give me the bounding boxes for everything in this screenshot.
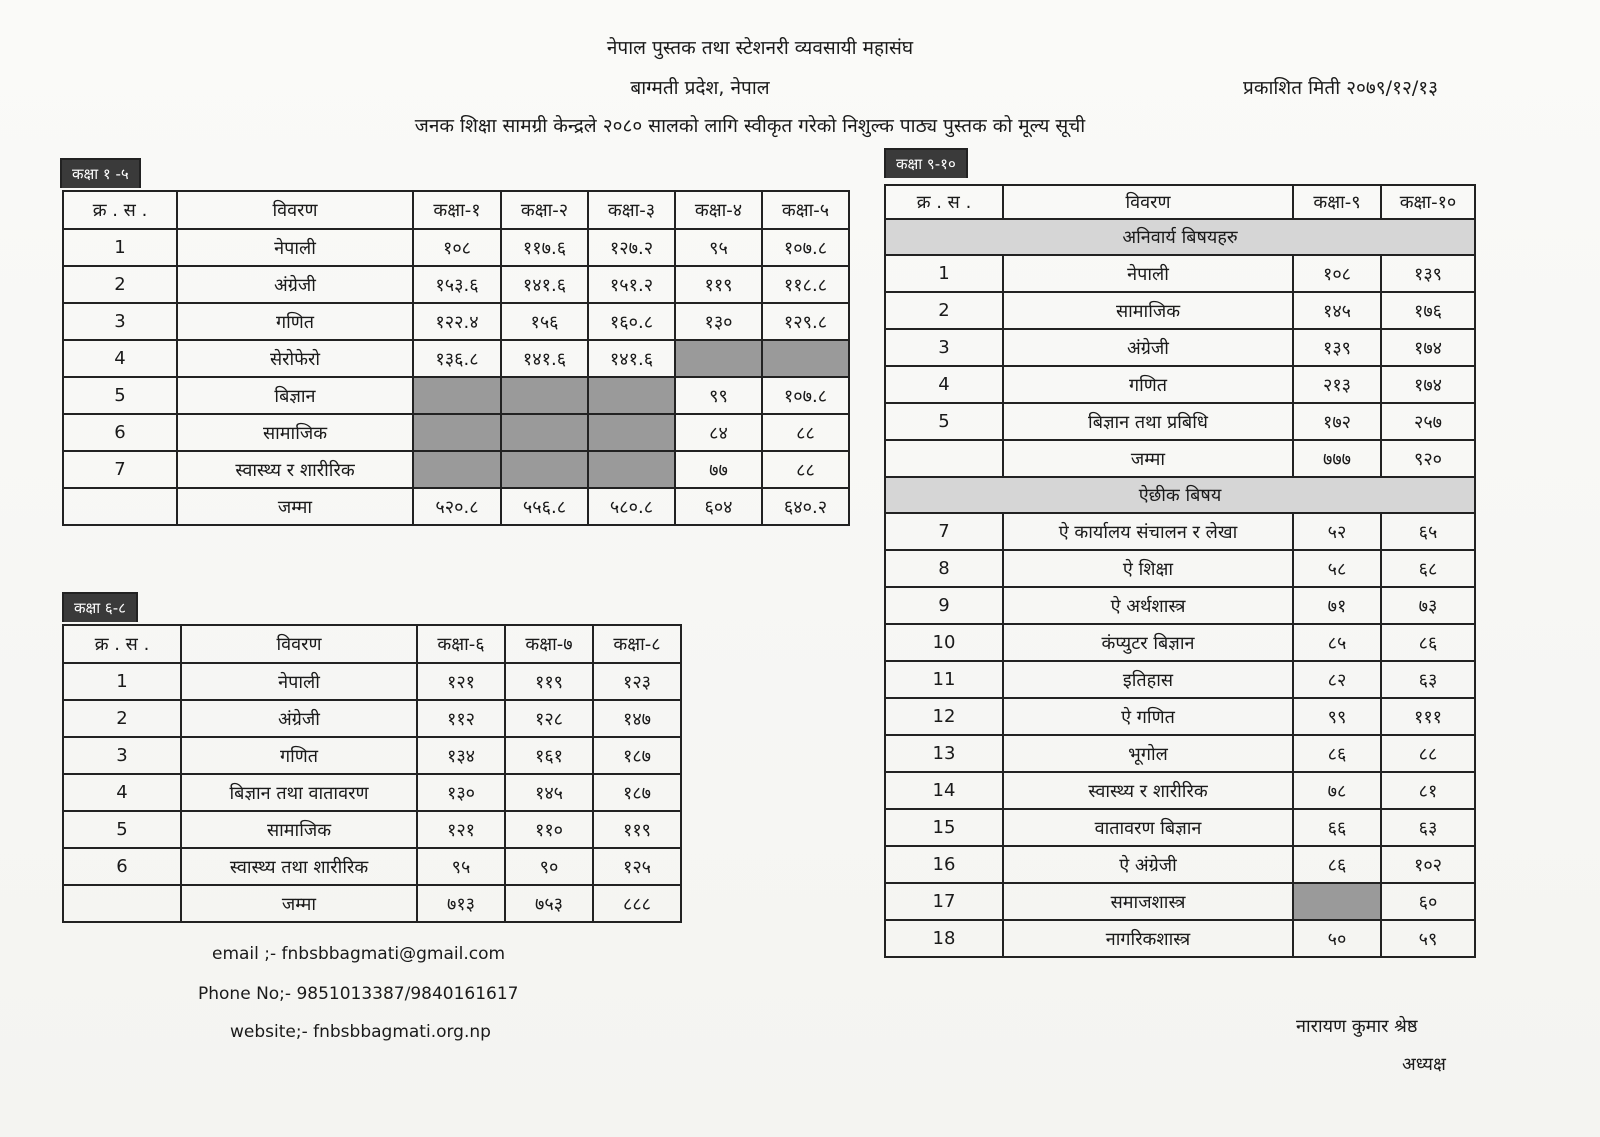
column-header: क्र . स . [63, 625, 181, 663]
serial-cell: 15 [885, 809, 1003, 846]
price-cell [588, 451, 675, 488]
price-cell: २१३ [1293, 366, 1381, 403]
table-row [63, 266, 849, 303]
table-row [63, 737, 681, 774]
price-cell: १२२.४ [413, 303, 501, 340]
price-cell: ५८ [1293, 550, 1381, 587]
subject-cell: अंग्रेजी [177, 266, 413, 303]
serial-cell: 3 [885, 329, 1003, 366]
price-cell: ९९ [675, 377, 762, 414]
price-cell [413, 414, 501, 451]
price-cell: १५६ [501, 303, 588, 340]
price-cell: ११२ [417, 700, 505, 737]
subject-cell: अंग्रेजी [181, 700, 417, 737]
column-header: कक्षा-१ [413, 191, 501, 229]
signatory-name: नारायण कुमार श्रेष्ठ [1296, 1016, 1418, 1037]
price-cell: १४१.६ [501, 266, 588, 303]
price-cell [762, 340, 849, 377]
serial-cell: 2 [63, 700, 181, 737]
table-row [63, 229, 849, 266]
price-cell: १०७.८ [762, 377, 849, 414]
signatory-title: अध्यक्ष [1402, 1054, 1446, 1075]
price-cell: १७२ [1293, 403, 1381, 440]
column-header: कक्षा-२ [501, 191, 588, 229]
serial-cell: 6 [63, 848, 181, 885]
price-cell: ९५ [675, 229, 762, 266]
serial-cell: 4 [63, 774, 181, 811]
price-cell [501, 414, 588, 451]
published-date: प्रकाशित मिती २०७९/१२/१३ [1243, 77, 1438, 99]
price-cell: ८८ [1381, 735, 1475, 772]
subject-cell: सामाजिक [181, 811, 417, 848]
price-cell [413, 451, 501, 488]
serial-cell: 11 [885, 661, 1003, 698]
table-row [63, 848, 681, 885]
table-row [885, 735, 1475, 772]
subject-cell: नागरिकशास्त्र [1003, 920, 1293, 957]
table-row [63, 663, 681, 700]
table-row [885, 329, 1475, 366]
price-cell: ७३ [1381, 587, 1475, 624]
price-cell: १२८ [505, 700, 593, 737]
serial-cell [63, 885, 181, 922]
price-cell: ८८ [762, 451, 849, 488]
subject-cell: स्वास्थ्य र शारीरिक [177, 451, 413, 488]
price-cell [501, 451, 588, 488]
price-cell: ८५ [1293, 624, 1381, 661]
subject-cell: जम्मा [1003, 440, 1293, 477]
price-cell [588, 414, 675, 451]
column-header: कक्षा-४ [675, 191, 762, 229]
price-cell: ६५ [1381, 513, 1475, 550]
price-cell: ११० [505, 811, 593, 848]
table-row [885, 809, 1475, 846]
column-header: विवरण [1003, 185, 1293, 219]
serial-cell: 1 [885, 255, 1003, 292]
table-row [885, 366, 1475, 403]
serial-cell: 1 [63, 663, 181, 700]
price-cell: १३९ [1381, 255, 1475, 292]
table-row [885, 698, 1475, 735]
serial-cell: 2 [885, 292, 1003, 329]
price-cell: ७५३ [505, 885, 593, 922]
serial-cell: 16 [885, 846, 1003, 883]
header-row [63, 191, 849, 229]
subject-cell: सामाजिक [177, 414, 413, 451]
subject-cell: ऐ शिक्षा [1003, 550, 1293, 587]
column-header: कक्षा-३ [588, 191, 675, 229]
column-header: कक्षा-६ [417, 625, 505, 663]
price-cell: १४५ [505, 774, 593, 811]
total-row [63, 488, 849, 525]
price-cell: ८८ [762, 414, 849, 451]
serial-cell: 2 [63, 266, 177, 303]
price-cell: ७१ [1293, 587, 1381, 624]
price-cell: १८७ [593, 737, 681, 774]
section-optional [885, 477, 1475, 513]
price-cell: १३९ [1293, 329, 1381, 366]
price-cell: ७८ [1293, 772, 1381, 809]
serial-cell [885, 440, 1003, 477]
serial-cell: 7 [885, 513, 1003, 550]
price-cell: ११९ [593, 811, 681, 848]
price-cell: १८७ [593, 774, 681, 811]
subject-cell: भूगोल [1003, 735, 1293, 772]
table-row [885, 624, 1475, 661]
table-row [885, 255, 1475, 292]
subject-cell: बिज्ञान तथा वातावरण [181, 774, 417, 811]
subject-cell: ऐ अर्थशास्त्र [1003, 587, 1293, 624]
contact-phone: Phone No;- 9851013387/9840161617 [198, 984, 519, 1004]
price-cell: ६३ [1381, 809, 1475, 846]
subject-cell: नेपाली [181, 663, 417, 700]
price-cell: १७४ [1381, 366, 1475, 403]
price-cell: १४५ [1293, 292, 1381, 329]
column-header: कक्षा-१० [1381, 185, 1475, 219]
price-cell: ६०४ [675, 488, 762, 525]
price-cell: ११८.८ [762, 266, 849, 303]
price-cell: ११९ [675, 266, 762, 303]
serial-cell: 5 [63, 377, 177, 414]
subject-cell: ऐ अंग्रेजी [1003, 846, 1293, 883]
price-cell: १६०.८ [588, 303, 675, 340]
subject-cell: नेपाली [177, 229, 413, 266]
serial-cell: 9 [885, 587, 1003, 624]
price-cell: १७४ [1381, 329, 1475, 366]
price-cell [588, 377, 675, 414]
tab-grade-1-5: कक्षा १ -५ [60, 158, 141, 188]
serial-cell: 4 [63, 340, 177, 377]
total-row [885, 440, 1475, 477]
price-cell: १६१ [505, 737, 593, 774]
subject-cell: समाजशास्त्र [1003, 883, 1293, 920]
subject-cell: गणित [1003, 366, 1293, 403]
price-cell: १२१ [417, 811, 505, 848]
table-row [63, 774, 681, 811]
price-cell: ८१ [1381, 772, 1475, 809]
price-cell: १३० [417, 774, 505, 811]
price-cell: ५२०.८ [413, 488, 501, 525]
price-cell: ८२ [1293, 661, 1381, 698]
subject-cell: स्वास्थ्य तथा शारीरिक [181, 848, 417, 885]
subject-cell: सेरोफेरो [177, 340, 413, 377]
subject-cell: सामाजिक [1003, 292, 1293, 329]
subject-cell: बिज्ञान [177, 377, 413, 414]
price-cell: ११७.६ [501, 229, 588, 266]
price-cell: १२३ [593, 663, 681, 700]
table-row [885, 846, 1475, 883]
table-grade-1-5 [62, 190, 850, 526]
column-header: विवरण [177, 191, 413, 229]
price-cell: १२७.२ [588, 229, 675, 266]
section-heading: ऐछीक बिषय [885, 477, 1475, 513]
section-heading: अनिवार्य बिषयहरु [885, 219, 1475, 255]
tab-grade-9-10: कक्षा ९-१० [884, 148, 968, 178]
serial-cell: 14 [885, 772, 1003, 809]
subject-cell: वातावरण बिज्ञान [1003, 809, 1293, 846]
price-cell [675, 340, 762, 377]
serial-cell: 1 [63, 229, 177, 266]
table-row [885, 513, 1475, 550]
price-cell: ८६ [1381, 624, 1475, 661]
subject-cell: ऐ कार्यालय संचालन र लेखा [1003, 513, 1293, 550]
price-cell: ५२ [1293, 513, 1381, 550]
table-row [885, 883, 1475, 920]
price-cell: ८८८ [593, 885, 681, 922]
subject-cell: गणित [177, 303, 413, 340]
price-cell: ९० [505, 848, 593, 885]
subject-cell: इतिहास [1003, 661, 1293, 698]
price-cell: ५५६.८ [501, 488, 588, 525]
subject-cell: बिज्ञान तथा प्रबिधि [1003, 403, 1293, 440]
serial-cell: 6 [63, 414, 177, 451]
table-grade-6-8 [62, 624, 682, 923]
price-cell: २५७ [1381, 403, 1475, 440]
column-header: कक्षा-९ [1293, 185, 1381, 219]
price-cell [501, 377, 588, 414]
price-cell: ६० [1381, 883, 1475, 920]
price-cell [413, 377, 501, 414]
table-row [885, 403, 1475, 440]
table-row [885, 772, 1475, 809]
section-compulsory [885, 219, 1475, 255]
price-cell: १०८ [413, 229, 501, 266]
serial-cell: 18 [885, 920, 1003, 957]
table-row [885, 661, 1475, 698]
price-cell: ८४ [675, 414, 762, 451]
subject-cell: नेपाली [1003, 255, 1293, 292]
org-name: नेपाल पुस्तक तथा स्टेशनरी व्यवसायी महासंघ [606, 37, 914, 59]
serial-cell [63, 488, 177, 525]
table-row [63, 414, 849, 451]
price-cell: ८६ [1293, 735, 1381, 772]
price-cell: ६४०.२ [762, 488, 849, 525]
table-row [63, 377, 849, 414]
serial-cell: 5 [63, 811, 181, 848]
contact-website: website;- fnbsbbagmati.org.np [230, 1022, 491, 1042]
column-header: विवरण [181, 625, 417, 663]
serial-cell: 17 [885, 883, 1003, 920]
price-cell: ६३ [1381, 661, 1475, 698]
price-cell [1293, 883, 1381, 920]
price-cell: ७१३ [417, 885, 505, 922]
price-cell: १४७ [593, 700, 681, 737]
table-row [63, 700, 681, 737]
price-cell: ८६ [1293, 846, 1381, 883]
header-row [885, 185, 1475, 219]
price-cell: १३० [675, 303, 762, 340]
total-row [63, 885, 681, 922]
price-cell: १२१ [417, 663, 505, 700]
table-grade-9-10 [884, 184, 1476, 958]
price-cell: ७७७ [1293, 440, 1381, 477]
subject-cell: स्वास्थ्य र शारीरिक [1003, 772, 1293, 809]
price-cell: १११ [1381, 698, 1475, 735]
price-cell: १३४ [417, 737, 505, 774]
price-cell: १५१.२ [588, 266, 675, 303]
contact-email: email ;- fnbsbbagmati@gmail.com [212, 944, 506, 964]
price-cell: १७६ [1381, 292, 1475, 329]
table-row [885, 292, 1475, 329]
table-row [63, 303, 849, 340]
table-row [885, 587, 1475, 624]
serial-cell: 13 [885, 735, 1003, 772]
price-cell: १३६.८ [413, 340, 501, 377]
serial-cell: 12 [885, 698, 1003, 735]
serial-cell: 7 [63, 451, 177, 488]
table-row [63, 340, 849, 377]
price-cell: १०८ [1293, 255, 1381, 292]
price-cell: १०२ [1381, 846, 1475, 883]
subject-cell: गणित [181, 737, 417, 774]
table-row [63, 811, 681, 848]
serial-cell: 8 [885, 550, 1003, 587]
table-row [63, 451, 849, 488]
column-header: कक्षा-५ [762, 191, 849, 229]
price-cell: ९२० [1381, 440, 1475, 477]
document-title: जनक शिक्षा सामग्री केन्द्रले २०८० सालको लागि स्वीकृत गरेको निशुल्क पाठ्य पुस्तक को मूल्य सूची [414, 115, 1086, 137]
price-cell: ९५ [417, 848, 505, 885]
province: बाग्मती प्रदेश, नेपाल [630, 77, 770, 99]
subject-cell: कंप्युटर बिज्ञान [1003, 624, 1293, 661]
price-cell: १४१.६ [588, 340, 675, 377]
price-cell: १४१.६ [501, 340, 588, 377]
price-cell: १२५ [593, 848, 681, 885]
column-header: कक्षा-८ [593, 625, 681, 663]
price-cell: ६६ [1293, 809, 1381, 846]
price-cell: ९९ [1293, 698, 1381, 735]
serial-cell: 3 [63, 303, 177, 340]
tab-grade-6-8: कक्षा ६-८ [62, 592, 138, 622]
price-cell: ५९ [1381, 920, 1475, 957]
column-header: कक्षा-७ [505, 625, 593, 663]
column-header: क्र . स . [885, 185, 1003, 219]
price-cell: ६८ [1381, 550, 1475, 587]
price-cell: १२९.८ [762, 303, 849, 340]
serial-cell: 3 [63, 737, 181, 774]
column-header: क्र . स . [63, 191, 177, 229]
subject-cell: जम्मा [181, 885, 417, 922]
serial-cell: 5 [885, 403, 1003, 440]
price-cell: ११९ [505, 663, 593, 700]
price-cell: ५८०.८ [588, 488, 675, 525]
subject-cell: जम्मा [177, 488, 413, 525]
header-row [63, 625, 681, 663]
subject-cell: अंग्रेजी [1003, 329, 1293, 366]
table-row [885, 920, 1475, 957]
serial-cell: 4 [885, 366, 1003, 403]
price-cell: १०७.८ [762, 229, 849, 266]
table-row [885, 550, 1475, 587]
price-cell: ५० [1293, 920, 1381, 957]
price-cell: १५३.६ [413, 266, 501, 303]
price-cell: ७७ [675, 451, 762, 488]
serial-cell: 10 [885, 624, 1003, 661]
subject-cell: ऐ गणित [1003, 698, 1293, 735]
